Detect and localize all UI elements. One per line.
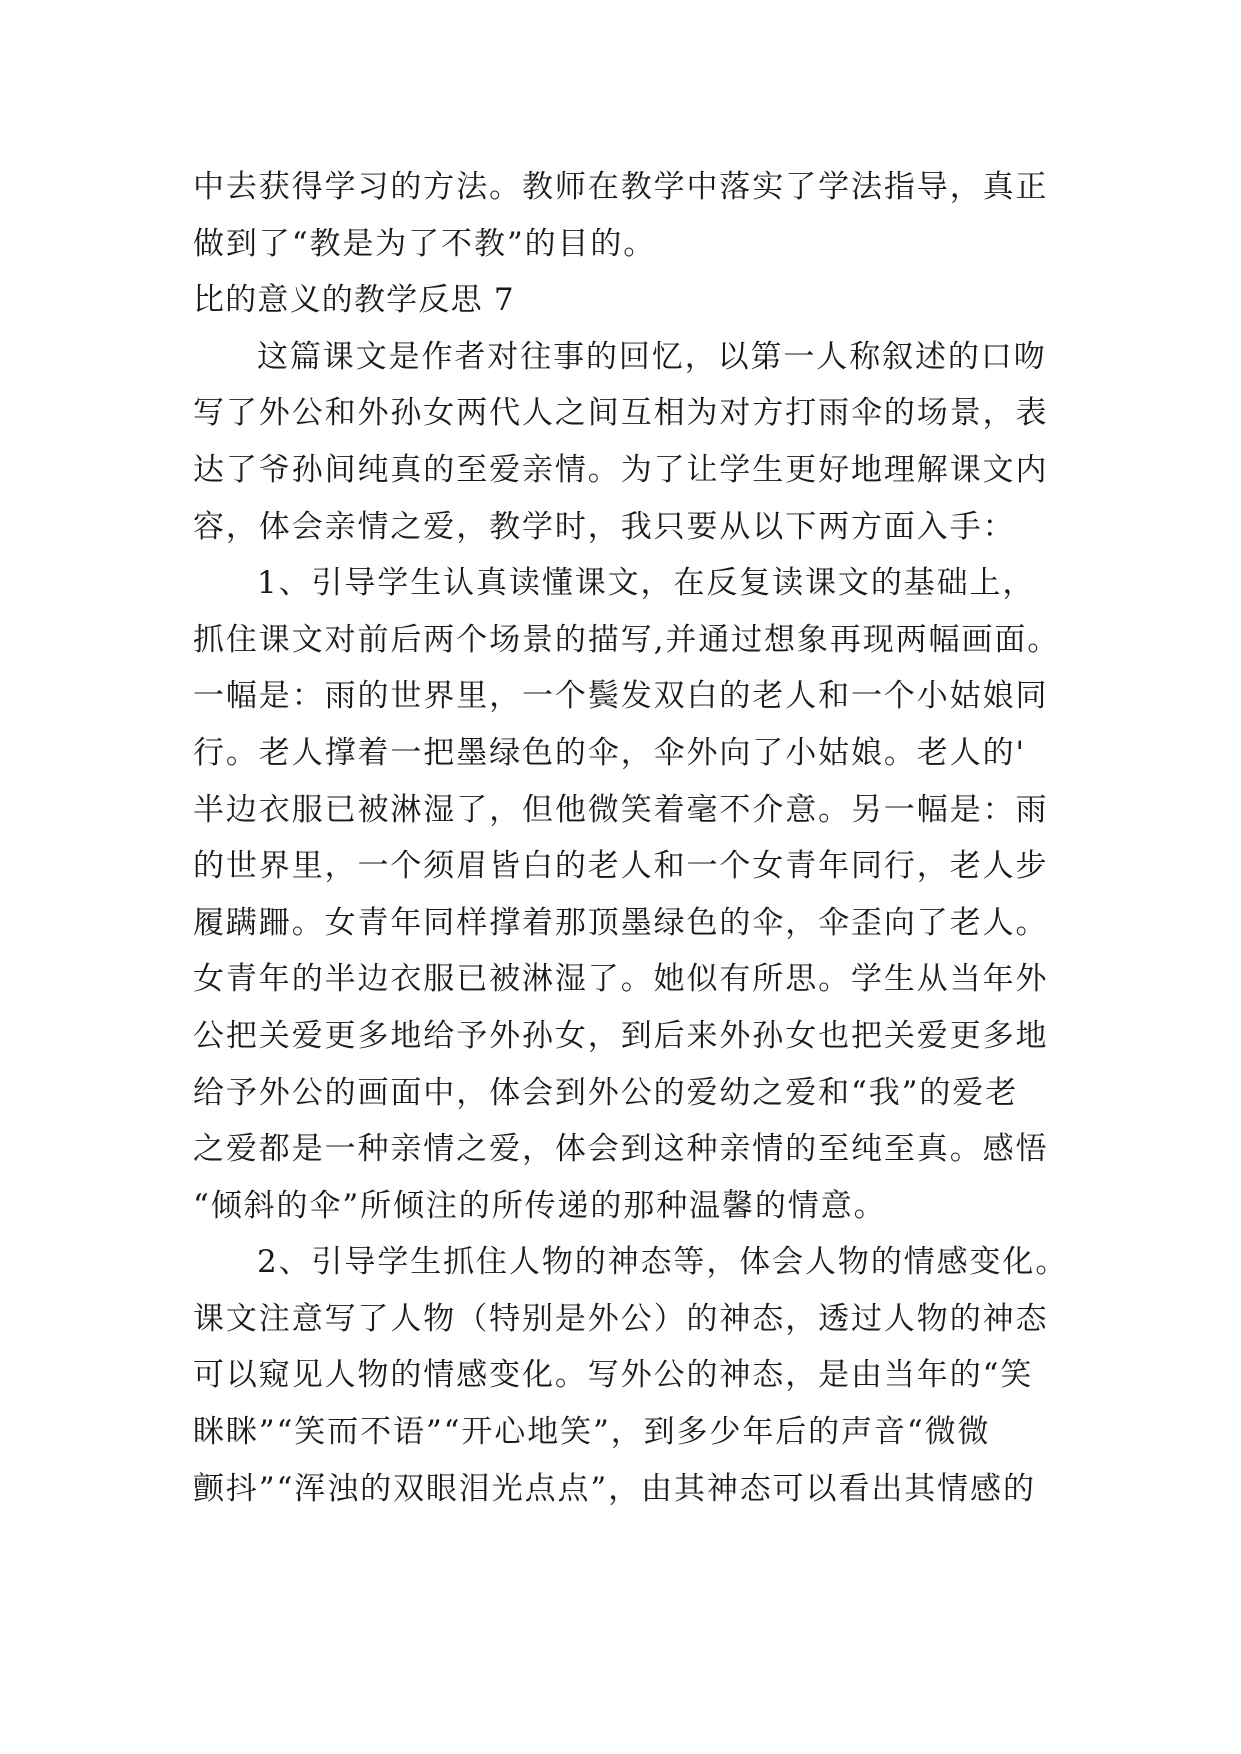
text-line: 行。老人撑着一把墨绿色的伞，伞外向了小姑娘。老人的' bbox=[193, 734, 1026, 771]
text-line: 眯眯”“笑而不语”“开心地笑”，到多少年后的声音“微微 bbox=[193, 1414, 991, 1451]
text-line: 之爱都是一种亲情之爱，体会到这种亲情的至纯至真。感悟 bbox=[193, 1131, 1049, 1168]
text-line: 中去获得学习的方法。教师在教学中落实了学法指导，真正 bbox=[193, 169, 1049, 205]
text-line: “倾斜的伞”所倾注的所传递的那种温馨的情意。 bbox=[193, 1187, 887, 1224]
text-line: 半边衣服已被淋湿了，但他微笑着毫不介意。另一幅是：雨 bbox=[193, 791, 1049, 828]
text-line: 做到了“教是为了不教”的目的。 bbox=[193, 225, 657, 262]
paragraph-first-line: 1、引导学生认真读懂课文，在反复读课文的基础上， bbox=[257, 565, 1036, 602]
text-line: 履蹒跚。女青年同样撑着那顶墨绿色的伞，伞歪向了老人。 bbox=[193, 904, 1049, 941]
text-line: 写了外公和外孙女两代人之间互相为对方打雨伞的场景，表 bbox=[193, 395, 1049, 432]
text-line: 给予外公的画面中，体会到外公的爱幼之爱和“我”的爱老 bbox=[193, 1074, 1019, 1111]
text-line: 颤抖”“浑浊的双眼泪光点点”，由其神态可以看出其情感的 bbox=[193, 1470, 1036, 1507]
text-line: 一幅是：雨的世界里，一个鬓发双白的老人和一个小姑娘同 bbox=[193, 678, 1049, 715]
text-line: 抓住课文对前后两个场景的描写,并通过想象再现两幅画面。 bbox=[193, 621, 1061, 658]
text-line: 达了爷孙间纯真的至爱亲情。为了让学生更好地理解课文内 bbox=[193, 451, 1049, 488]
paragraph-first-line: 这篇课文是作者对往事的回忆，以第一人称叙述的口吻 bbox=[257, 338, 1047, 375]
text-line: 女青年的半边衣服已被淋湿了。她似有所思。学生从当年外 bbox=[193, 961, 1049, 998]
text-line: 公把关爱更多地给予外孙女，到后来外孙女也把关爱更多地 bbox=[193, 1017, 1049, 1054]
text-line: 可以窥见人物的情感变化。写外公的神态，是由当年的“笑 bbox=[193, 1357, 1034, 1394]
text-line: 的世界里，一个须眉皆白的老人和一个女青年同行，老人步 bbox=[193, 848, 1049, 885]
section-heading: 比的意义的教学反思 7 bbox=[193, 282, 515, 319]
document-body bbox=[193, 159, 1073, 1517]
text-line: 课文注意写了人物（特别是外公）的神态，透过人物的神态 bbox=[193, 1300, 1049, 1337]
text-line: 容，体会亲情之爱，教学时，我只要从以下两方面入手： bbox=[193, 508, 1016, 545]
paragraph-first-line: 2、引导学生抓住人物的神态等，体会人物的情感变化。 bbox=[257, 1244, 1069, 1281]
